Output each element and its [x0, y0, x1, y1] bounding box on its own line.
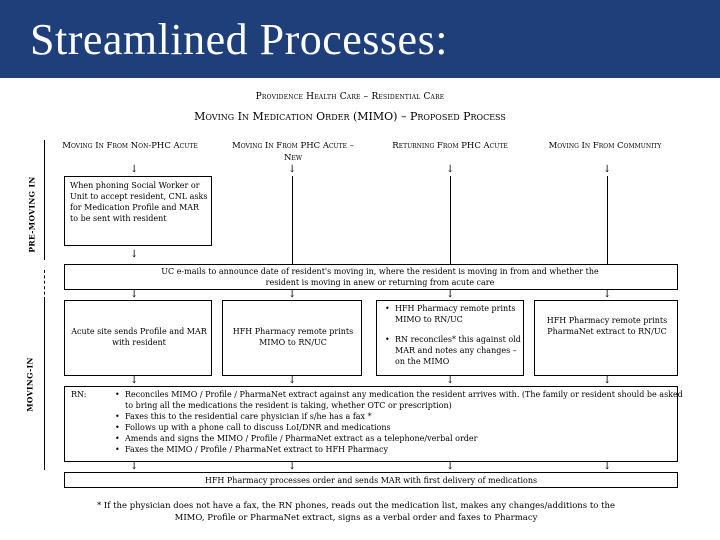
rn-task-list [113, 389, 685, 455]
connector-line [607, 176, 608, 264]
step-box-community [534, 300, 678, 376]
arrow-down: ↓ [603, 289, 612, 300]
uc-email-text: UC e-mails to announce date of resident's moving in, where the resident is moving in from and whether the resident is moving in anew or returning from acute care [161, 267, 599, 287]
step-text-non-phc-acute: Acute site sends Profile and MAR with resident [71, 327, 207, 347]
arrow-down: ↓ [288, 375, 297, 386]
column-heading-community: Moving In From Community [548, 141, 662, 151]
rn-task-item: • Amends and signs the MIMO / Profile / PharmaNet extract as a telephone/verbal order [125, 433, 685, 444]
pre-moving-in-text: When phoning Social Worker or Unit to accept resident, CNL asks for Medication Profile and MAR to be sent with resident [70, 181, 208, 223]
rn-task-item: • Reconciles MIMO / Profile / PharmaNet extract against any medication the resident arrives with. (The family or resident should be asked to bring all the medications the resident is taking, whether OTC or prescription) [125, 389, 685, 411]
arrow-down: ↓ [446, 164, 455, 175]
column-heading-non-phc-acute: Moving In From Non-PHC Acute [62, 141, 198, 151]
arrow-down: ↓ [603, 375, 612, 386]
step-box-phc-acute-new [222, 300, 362, 376]
rn-task-item: • Faxes the MIMO / Profile / PharmaNet extract to HFH Pharmacy [125, 444, 685, 455]
process-subtitle: Moving In Medication Order (MIMO) – Proposed Process [194, 110, 506, 123]
organization-subtitle: Providence Health Care – Residential Care [255, 92, 445, 102]
connector-line [292, 176, 293, 264]
pre-moving-in-box [64, 176, 212, 246]
moving-in-label: MOVING-IN [25, 357, 35, 412]
arrow-down: ↓ [446, 461, 455, 472]
rn-task-item: • Follows up with a phone call to discuss LoI/DNR and medications [125, 422, 685, 433]
step-item-returning: • HFH Pharmacy remote prints MIMO to RN/UC [395, 303, 523, 325]
step-list-returning [383, 303, 523, 367]
arrow-down: ↓ [288, 461, 297, 472]
arrow-down: ↓ [130, 164, 139, 175]
moving-in-bracket-line [44, 300, 45, 470]
step-text-phc-acute-new: HFH Pharmacy remote prints MIMO to RN/UC [232, 327, 354, 347]
title-banner [0, 0, 720, 78]
arrow-down: ↓ [130, 461, 139, 472]
step-text-community: HFH Pharmacy remote prints PharmaNet extract to RN/UC [546, 316, 668, 336]
pre-moving-in-label: PRE-MOVING IN [27, 176, 37, 253]
pharmacy-final-box [64, 472, 678, 488]
column-heading-phc-acute-new: Moving In From PHC Acute – New [232, 141, 354, 163]
step-item-returning: • RN reconciles* this against old MAR and notes any changes – on the MIMO [395, 334, 523, 367]
rn-label: RN: [71, 390, 87, 399]
footnote: * If the physician does not have a fax, the RN phones, reads out the medication list, makes any changes/additions to the MIMO, Profile or PharmaNet extract, signs as a verbal order and faxes to Pharmacy [96, 501, 615, 523]
connector-line [450, 176, 451, 264]
arrow-down: ↓ [130, 289, 139, 300]
phase-divider-dash [44, 270, 45, 300]
arrow-down: ↓ [446, 289, 455, 300]
step-box-returning [376, 300, 524, 376]
uc-email-box [64, 264, 678, 290]
arrow-down: ↓ [288, 164, 297, 175]
arrow-down: ↓ [603, 461, 612, 472]
step-box-non-phc-acute [64, 300, 212, 376]
rn-task-item: • Faxes this to the residential care physician if s/he has a fax * [125, 411, 685, 422]
arrow-down: ↓ [603, 164, 612, 175]
arrow-down: ↓ [130, 249, 139, 260]
arrow-down: ↓ [288, 289, 297, 300]
page-title: Streamlined Processes: [30, 15, 448, 64]
column-heading-returning-phc-acute: Returning From PHC Acute [392, 141, 508, 151]
rn-tasks-box [64, 386, 683, 462]
arrow-down: ↓ [446, 375, 455, 386]
pre-moving-bracket-line [44, 140, 45, 260]
pharmacy-final-text: HFH Pharmacy processes order and sends MAR with first delivery of medications [204, 476, 538, 485]
arrow-down: ↓ [130, 375, 139, 386]
